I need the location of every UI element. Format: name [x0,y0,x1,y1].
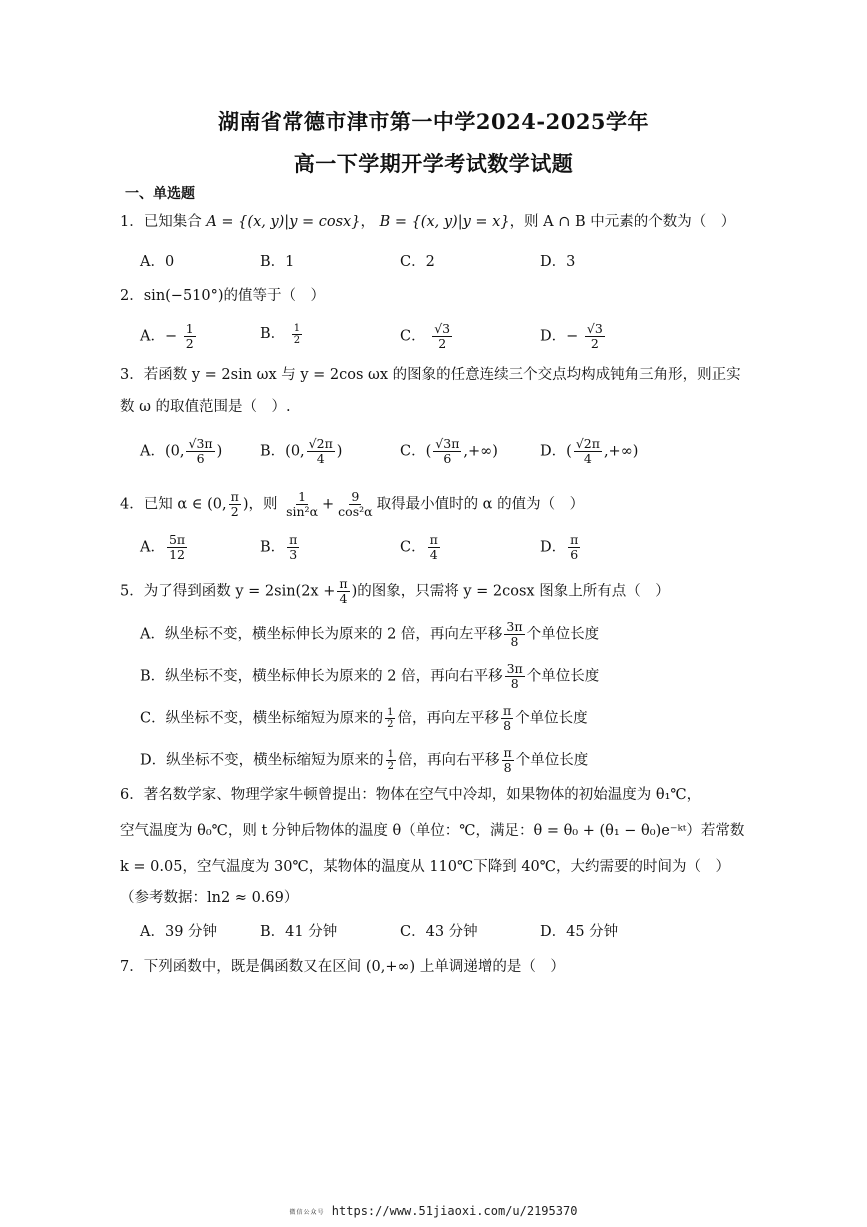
question-number: 5． [120,583,144,600]
option-d [540,322,607,351]
fraction [502,746,514,775]
option-text: 个单位长度 [515,710,588,727]
numerator: 1 [185,321,194,336]
option-text: 倍，再向左平移 [397,710,499,727]
denominator: 2 [387,761,394,772]
option-c [400,533,442,562]
option-label: C． [400,328,426,345]
option-a [140,437,222,466]
numerator: 3π [506,661,523,676]
option-text: 倍，再向右平移 [398,752,500,769]
denominator: 4 [316,451,325,466]
option-text: C．纵坐标不变，横坐标缩短为原来的 [140,710,384,727]
question-number: 2． [120,288,144,304]
fraction [292,323,302,346]
fraction [504,620,524,649]
numerator: π [570,532,579,547]
denominator: 4 [583,451,592,466]
option-d [140,746,588,775]
question-text: )，则 [242,496,278,513]
denominator: 4 [339,591,348,606]
option-text: 个单位长度 [526,668,600,685]
option-c: C．2 [400,254,435,270]
question-number: 1． [120,214,144,230]
question-text: 下列函数中，既是偶函数又在区间 (0,+∞) 上单调递增的是（ ） [143,959,565,975]
interval-right: ) [216,443,223,460]
question-6-line-4: （参考数据：ln2 ≈ 0.69） [120,890,299,906]
fraction [307,437,335,466]
question-text: 的值等于（ ） [223,288,326,304]
question-text: 著名数学家、物理学家牛顿曾提出：物体在空气中冷却，如果物体的初始温度为 θ₁℃， [143,787,702,803]
option-text: 个单位长度 [526,626,600,643]
option-d [540,533,582,562]
title-line-2: 高一下学期开学考试数学试题 [293,151,574,176]
sign: − [164,328,178,345]
question-2 [120,286,325,306]
option-label: B． [260,539,286,556]
numerator: √3π [435,436,460,451]
interval-left: ( [566,443,572,460]
question-number: 4． [120,496,144,513]
numerator: 9 [351,489,360,504]
fraction [386,749,396,772]
fraction [501,704,513,733]
numerator: 1 [387,749,394,760]
denominator: 2 [387,719,394,730]
fraction [568,533,580,562]
question-text: 已知集合 [143,214,202,230]
question-text: 已知 α ∈ (0, [143,496,227,513]
fraction [432,322,452,351]
question-5 [120,577,670,606]
fraction [337,577,349,606]
numerator: π [230,489,239,504]
set-b: B = {(x, y)|y = x} [379,214,510,230]
option-a [140,322,198,351]
option-b: B．41 分钟 [260,924,338,940]
question-number: 6． [120,787,144,803]
option-text: D．纵坐标不变，横坐标缩短为原来的 [140,752,384,769]
denominator: sin²α [286,504,319,519]
option-a [140,533,189,562]
numerator: √2π [308,436,333,451]
question-text: ，则 A ∩ B 中元素的个数为（ ） [509,214,736,230]
option-label: D． [540,443,567,460]
fraction [229,490,241,519]
option-b: B．1 [260,254,295,270]
option-c [400,437,498,466]
denominator: cos²α [338,504,373,519]
option-label: B． [260,326,286,342]
plus-sign: + [322,496,335,513]
question-number: 7． [120,959,144,975]
option-label: C． [400,443,426,460]
numerator: 1 [298,489,307,504]
fraction [428,533,440,562]
denominator: 2 [438,336,447,351]
comma: ， [360,214,375,230]
option-b [260,322,304,346]
question-6-line-3: k = 0.05，空气温度为 30℃，某物体的温度从 110℃下降到 40℃，大约需要的时间为（ ） [120,859,731,875]
interval-right: ,+∞) [603,443,639,460]
footer-tag: 微信公众号 [289,1209,325,1216]
fraction [585,322,605,351]
question-6 [120,785,701,805]
interval-left: (0, [285,443,305,460]
interval-right: ) [336,443,343,460]
interval-left: ( [425,443,432,460]
denominator: 6 [570,547,579,562]
option-text: B．纵坐标不变，横坐标伸长为原来的 2 倍，再向右平移 [140,668,503,685]
denominator: 4 [429,547,438,562]
option-label: A． [140,443,165,460]
numerator: π [339,576,348,591]
denominator: 8 [510,676,519,691]
option-label: C． [400,539,426,556]
footer-watermark [0,1204,867,1218]
option-d [540,437,638,466]
question-1 [120,212,735,232]
denominator: 12 [169,547,186,562]
numerator: 1 [387,707,394,718]
question-number: 3． [120,367,144,383]
interval-right: ,+∞) [463,443,498,460]
numerator: √3 [434,321,451,336]
fraction [433,437,461,466]
sign: − [566,328,579,345]
question-3 [120,365,741,385]
option-a: A．39 分钟 [140,924,218,940]
question-text: 取得最小值时的 α 的值为（ ） [376,496,585,513]
option-b [260,437,342,466]
numerator: 3π [506,619,523,634]
numerator: √3 [586,321,603,336]
denominator: 6 [443,451,452,466]
denominator: 8 [503,760,512,775]
fraction [385,707,395,730]
numerator: √2π [575,436,600,451]
denominator: 2 [293,334,301,346]
fraction [336,490,374,519]
denominator: 2 [590,336,599,351]
denominator: 3 [289,547,298,562]
numerator: π [503,745,512,760]
denominator: 8 [503,718,512,733]
denominator: 8 [510,634,519,649]
question-4 [120,490,584,519]
option-c [400,322,454,351]
option-text: A．纵坐标不变，横坐标伸长为原来的 2 倍，再向左平移 [140,626,503,643]
option-b [260,533,301,562]
option-a [140,620,599,649]
option-text: 个单位长度 [515,752,589,769]
question-7 [120,957,565,977]
fraction [505,662,525,691]
numerator: 1 [293,322,301,334]
option-label: A． [140,539,165,556]
numerator: π [502,703,512,718]
question-text: 为了得到函数 y = 2sin(2x + [143,583,336,600]
option-label: A． [140,328,165,345]
option-label: D． [540,328,567,345]
denominator: 2 [230,504,239,519]
fraction [287,533,299,562]
option-d: D．3 [540,254,576,270]
question-text: 若函数 y = 2sin ωx 与 y = 2cos ωx 的图象的任意连续三个交点均构成钝角三角形，则正实 [143,367,741,383]
set-a: A = {(x, y)|y = cosx} [206,214,361,230]
question-text: )的图象，只需将 y = 2cosx 图象上所有点（ ） [351,583,670,600]
fraction [167,533,187,562]
math-expression: sin(−510°) [143,288,224,304]
option-a: A．0 [140,254,175,270]
denominator: 6 [196,451,205,466]
interval-left: (0, [164,443,185,460]
question-3-line-2: 数 ω 的取值范围是（ ）. [120,399,291,415]
denominator: 2 [185,336,194,351]
section-heading: 一、单选题 [125,186,195,202]
option-c: C．43 分钟 [400,924,478,940]
fraction [574,437,602,466]
footer-url[interactable]: https://www.51jiaoxi.com/u/2195370 [331,1204,578,1218]
numerator: 5π [168,532,186,547]
option-label: B． [260,443,286,460]
option-d: D．45 分钟 [540,924,619,940]
option-label: D． [540,539,567,556]
question-6-line-2: 空气温度为 θ₀℃，则 t 分钟后物体的温度 θ（单位：℃，满足：θ = θ₀ + (θ₁ − θ₀)e⁻ᵏᵗ）若常数 [120,823,745,839]
numerator: π [289,532,298,547]
option-c [140,704,588,733]
fraction [186,437,214,466]
fraction [284,490,320,519]
numerator: π [429,532,438,547]
title-line-1: 湖南省常德市津市第一中学2024-2025学年 [217,109,650,134]
option-b [140,662,599,691]
fraction [184,322,196,351]
numerator: √3π [188,436,213,451]
